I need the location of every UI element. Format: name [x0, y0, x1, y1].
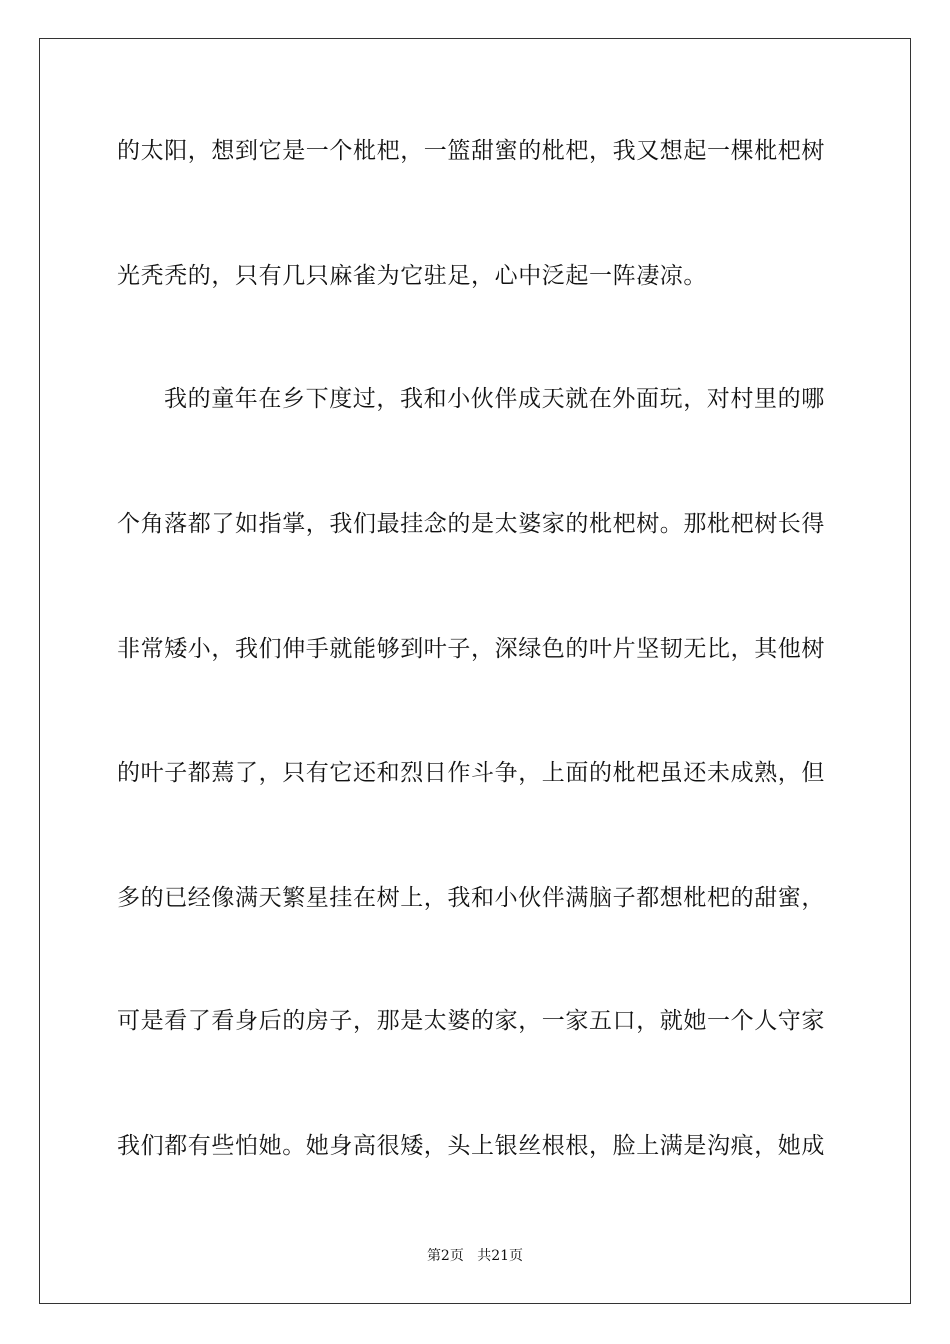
text-line-3: 我的童年在乡下度过，我和小伙伴成天就在外面玩，对村里的哪	[164, 386, 825, 412]
text-line-5: 非常矮小，我们伸手就能够到叶子，深绿色的叶片坚韧无比，其他树	[117, 636, 825, 662]
text-line-2: 光秃秃的，只有几只麻雀为它驻足，心中泛起一阵凄凉。	[117, 263, 707, 289]
page-border	[39, 38, 911, 1304]
text-line-1: 的太阳，想到它是一个枇杷，一篮甜蜜的枇杷，我又想起一棵枇杷树	[117, 138, 825, 164]
text-line-8: 可是看了看身后的房子，那是太婆的家，一家五口，就她一个人守家	[117, 1008, 825, 1034]
text-line-6: 的叶子都蔫了，只有它还和烈日作斗争，上面的枇杷虽还未成熟，但	[117, 760, 825, 786]
text-line-9: 我们都有些怕她。她身高很矮，头上银丝根根，脸上满是沟痕，她成	[117, 1133, 825, 1159]
page-footer	[0, 1247, 950, 1265]
page-number: 第2页	[426, 1248, 464, 1264]
text-line-4: 个角落都了如指掌，我们最挂念的是太婆家的枇杷树。那枇杷树长得	[117, 511, 825, 537]
page-total: 共21页	[477, 1248, 524, 1264]
text-line-7: 多的已经像满天繁星挂在树上，我和小伙伴满脑子都想枇杷的甜蜜，	[117, 885, 825, 911]
